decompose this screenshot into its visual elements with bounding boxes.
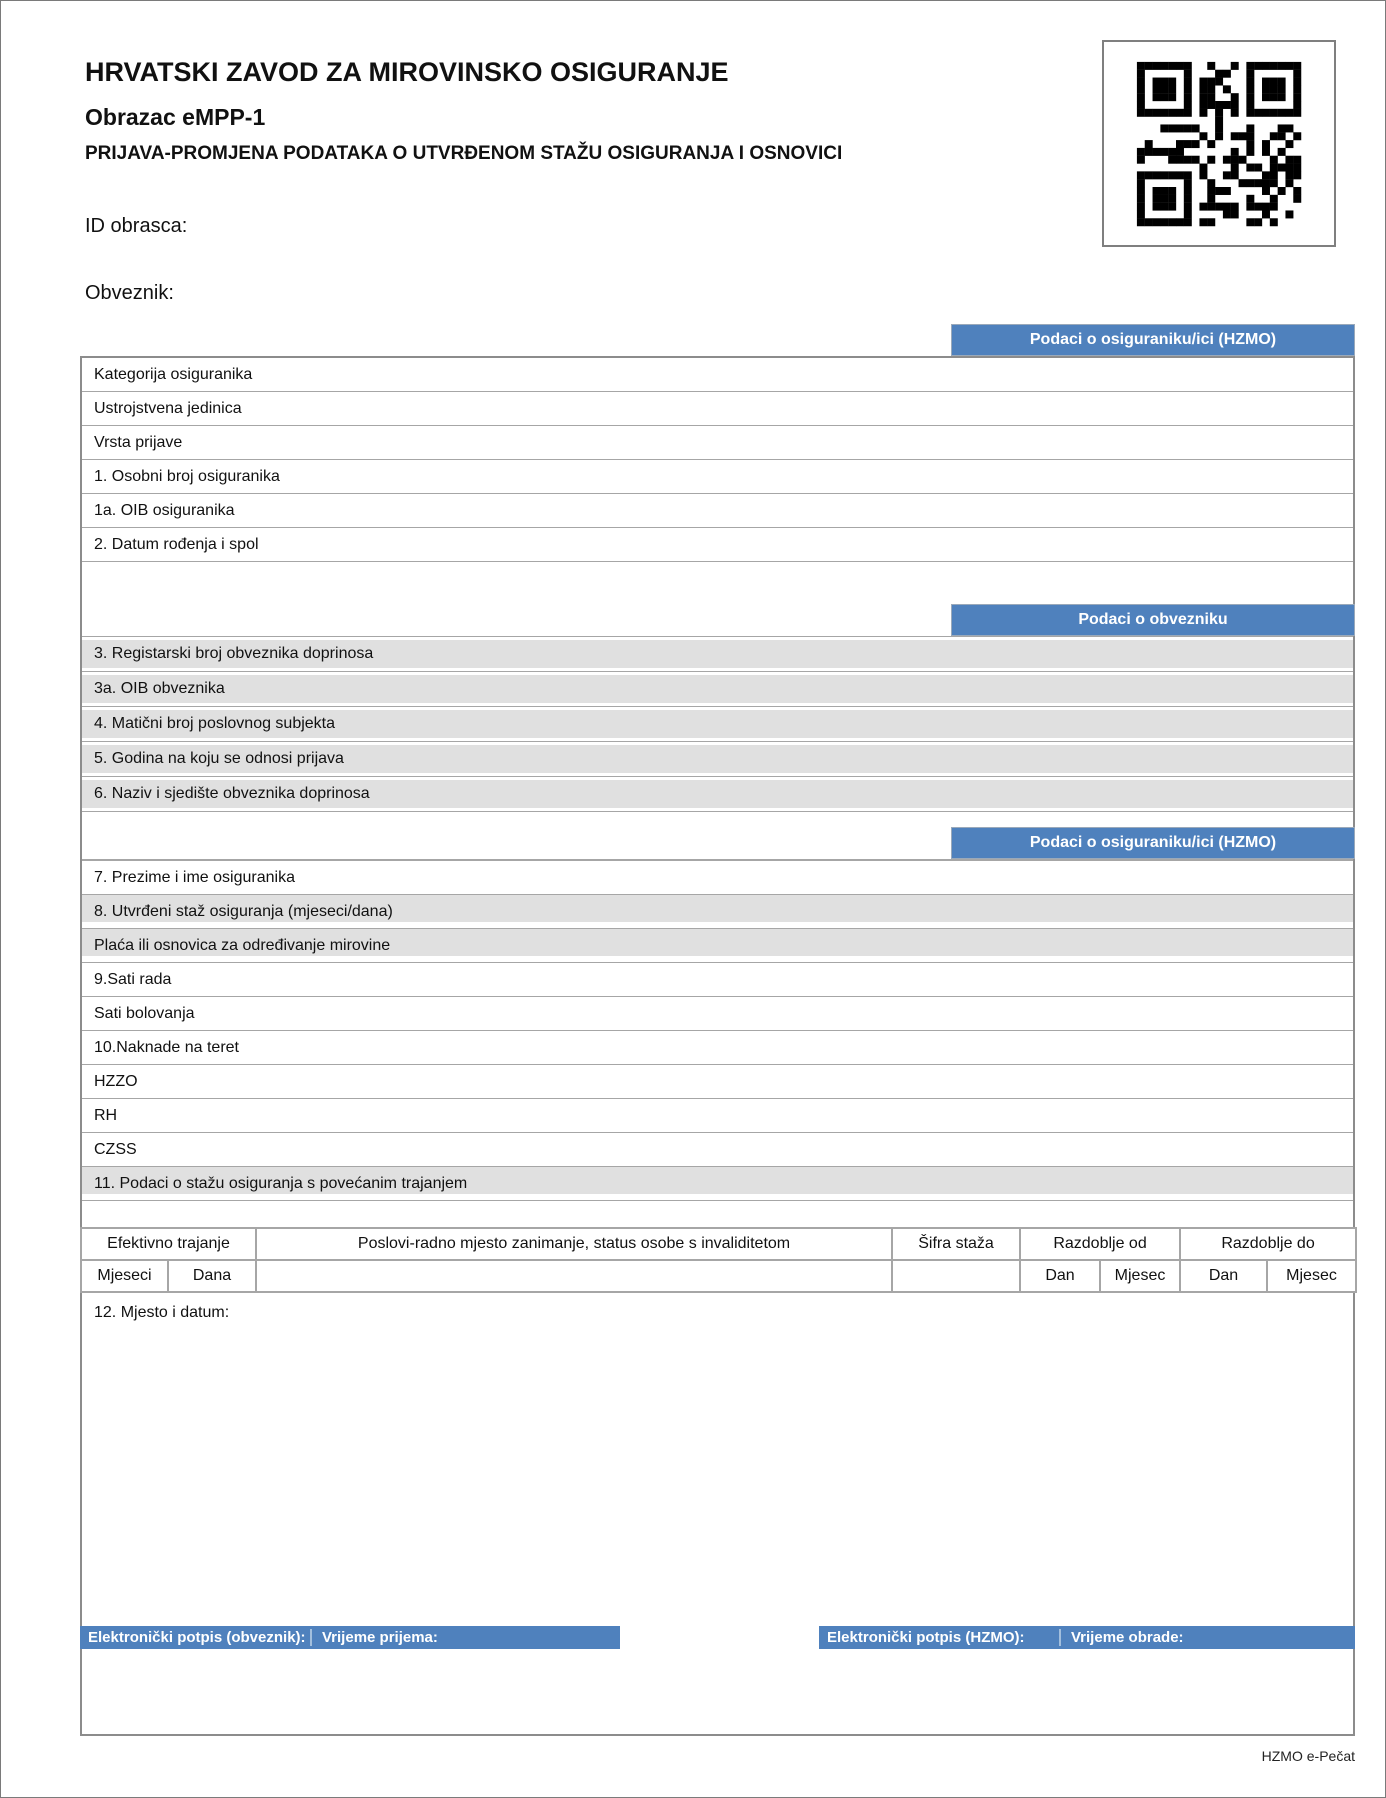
row-label: Ustrojstvena jedinica <box>94 399 242 417</box>
form-row-naknade <box>82 1031 1353 1065</box>
form-title: PRIJAVA-PROMJENA PODATAKA O UTVRĐENOM STAŽU OSIGURANJA I OSNOVICI <box>85 143 843 164</box>
form-id-label: ID obrasca: <box>85 215 188 237</box>
col-dan-do: Dan <box>1180 1260 1267 1292</box>
row-label: Sati bolovanja <box>94 1004 195 1022</box>
col-poslovi-empty <box>256 1260 892 1292</box>
form-row-godina <box>82 745 1353 773</box>
vrijeme-obrade-label: Vrijeme obrade: <box>1059 1629 1355 1646</box>
col-mjesec-do: Mjesec <box>1267 1260 1356 1292</box>
row-label: 1. Osobni broj osiguranika <box>94 467 280 485</box>
staz-table <box>80 1227 1357 1293</box>
staz-header-row-2 <box>81 1260 1356 1292</box>
form-row-czss <box>82 1133 1353 1167</box>
form-row-mat-broj <box>82 710 1353 738</box>
form-row-datum-spol <box>82 528 1353 562</box>
row-label: 3. Registarski broj obveznika doprinosa <box>94 645 374 662</box>
section-insured-b-rows <box>82 860 1353 1201</box>
col-group-poslovi: Poslovi-radno mjesto zanimanje, status osobe s invaliditetom <box>256 1228 892 1260</box>
form-row-vrsta <box>82 426 1353 460</box>
row-label: RH <box>94 1106 118 1124</box>
row-label: Kategorija osiguranika <box>94 365 253 383</box>
form-row-kategorija <box>82 358 1353 392</box>
row-label: HZZO <box>94 1072 138 1090</box>
row-label: Plaća ili osnovica za određivanje mirovine <box>94 936 391 954</box>
form-row-oib-osig <box>82 494 1353 528</box>
signature-bar-obveznik <box>80 1626 620 1649</box>
form-code: Obrazac eMPP-1 <box>85 104 266 130</box>
row-label: 4. Matični broj poslovnog subjekta <box>94 715 336 732</box>
form-row-prezime <box>82 861 1353 895</box>
obveznik-label: Obveznik: <box>85 282 174 304</box>
vrijeme-prijema-label: Vrijeme prijema: <box>310 1629 620 1646</box>
row-label: 9.Sati rada <box>94 970 172 988</box>
divider-line <box>82 636 1353 637</box>
signature-bar-hzmo <box>819 1626 1355 1649</box>
row-label: CZSS <box>94 1140 137 1158</box>
row-label: 6. Naziv i sjedište obveznika doprinosa <box>94 785 370 802</box>
qr-code <box>1102 40 1336 247</box>
form-row-rh <box>82 1099 1353 1133</box>
form-row-osobni-broj <box>82 460 1353 494</box>
row-label: 7. Prezime i ime osiguranika <box>94 868 295 886</box>
form-row-oib-obv <box>82 675 1353 703</box>
row-label: Vrsta prijave <box>94 433 183 451</box>
section-header-obligor: Podaci o obvezniku <box>951 604 1355 636</box>
row-label: 5. Godina na koju se odnosi prijava <box>94 750 344 767</box>
form-row-reg-broj <box>82 640 1353 668</box>
qr-code-image <box>1133 58 1305 230</box>
staz-header-row-1 <box>81 1228 1356 1260</box>
col-group-sifra: Šifra staža <box>892 1228 1020 1260</box>
form-row-sati-bol <box>82 997 1353 1031</box>
sig-hzmo-label: Elektronički potpis (HZMO): <box>827 1629 1025 1646</box>
form-row-placa <box>82 929 1353 963</box>
sig-obveznik-label: Elektronički potpis (obveznik): <box>88 1629 306 1646</box>
form-row-hzzo <box>82 1065 1353 1099</box>
row-label: 2. Datum rođenja i spol <box>94 535 259 553</box>
col-dan-od: Dan <box>1020 1260 1100 1292</box>
col-mjesec-od: Mjesec <box>1100 1260 1180 1292</box>
row-label: 11. Podaci o stažu osiguranja s povećanim trajanjem <box>94 1174 468 1192</box>
form-row-ustrojstvena <box>82 392 1353 426</box>
org-title: HRVATSKI ZAVOD ZA MIROVINSKO OSIGURANJE <box>85 57 729 87</box>
form-row-povecani <box>82 1167 1353 1201</box>
form-row-sati-rada <box>82 963 1353 997</box>
col-sifra-empty <box>892 1260 1020 1292</box>
row-label: 1a. OIB osiguranika <box>94 501 235 519</box>
col-group-efektivno: Efektivno trajanje <box>81 1228 256 1260</box>
section-obligor-rows <box>82 640 1353 815</box>
row-label: 8. Utvrđeni staž osiguranja (mjeseci/dana) <box>94 902 393 920</box>
form-row-staz <box>82 895 1353 929</box>
section-insured-a-rows <box>82 358 1353 562</box>
section-header-insured-a: Podaci o osiguraniku/ici (HZMO) <box>951 324 1355 356</box>
epecat-label: HZMO e-Pečat <box>1261 1748 1355 1764</box>
row-label: 10.Naknade na teret <box>94 1038 239 1056</box>
section-header-insured-b: Podaci o osiguraniku/ici (HZMO) <box>951 827 1355 859</box>
col-group-razdoblje-od: Razdoblje od <box>1020 1228 1180 1260</box>
col-group-razdoblje-do: Razdoblje do <box>1180 1228 1356 1260</box>
form-row-naziv <box>82 780 1353 808</box>
row-label: 3a. OIB obveznika <box>94 680 225 697</box>
col-mjeseci: Mjeseci <box>81 1260 168 1292</box>
col-dana: Dana <box>168 1260 256 1292</box>
mjesto-datum-label: 12. Mjesto i datum: <box>94 1304 230 1321</box>
